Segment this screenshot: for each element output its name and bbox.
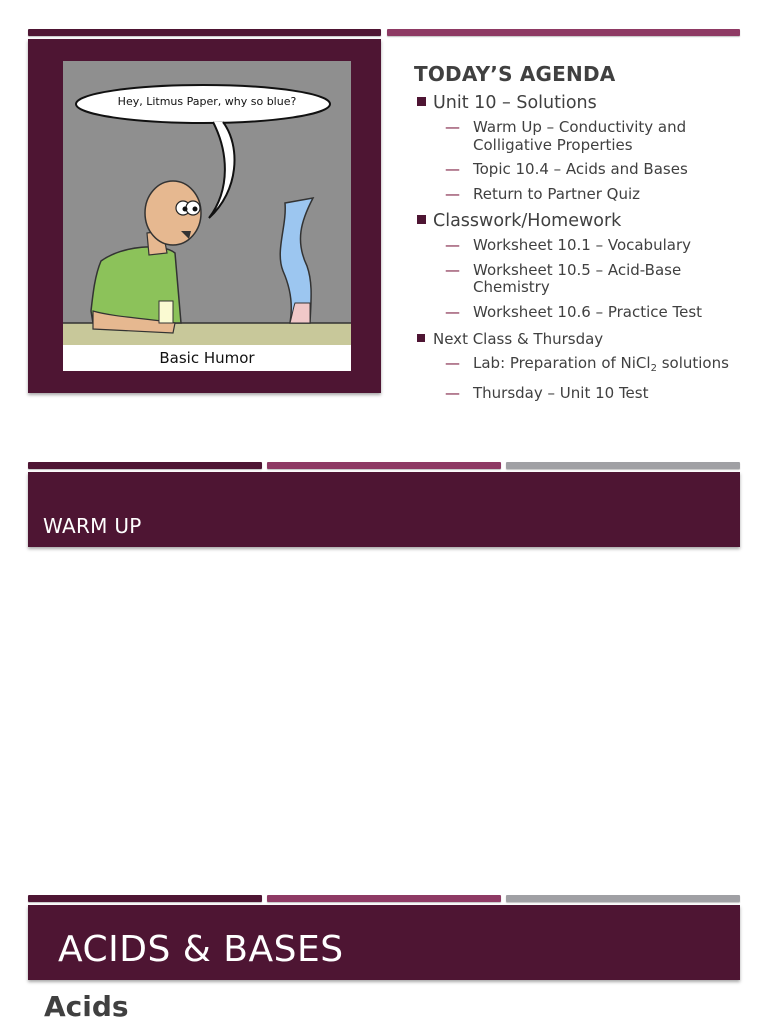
cartoon-caption: Basic Humor bbox=[159, 349, 255, 367]
agenda-subitem: — Topic 10.4 – Acids and Bases bbox=[445, 160, 688, 178]
agenda-item-next-class bbox=[414, 328, 759, 350]
dash-bullet-icon: — bbox=[445, 302, 460, 321]
agenda-subitem: — Worksheet 10.1 – Vocabulary bbox=[445, 236, 691, 254]
acids-bases-banner bbox=[28, 905, 740, 980]
dash-bullet-icon: — bbox=[445, 118, 460, 136]
agenda-item-label: Classwork/Homework bbox=[433, 211, 622, 231]
agenda-subitem: — Thursday – Unit 10 Test bbox=[445, 383, 649, 402]
agenda-subitem: — Return to Partner Quiz bbox=[445, 184, 641, 203]
agenda-subitem: — Worksheet 10.6 – Practice Test bbox=[445, 302, 703, 321]
slide-title: ACIDS & BASES bbox=[58, 929, 344, 970]
dash-bullet-icon: — bbox=[445, 184, 460, 203]
square-bullet-icon bbox=[417, 215, 426, 224]
agenda-item-classwork bbox=[414, 210, 759, 232]
agenda-subitem: — Warm Up – Conductivity and Colligative Properties bbox=[445, 118, 687, 154]
square-bullet-icon bbox=[417, 334, 425, 342]
agenda-item-label: Unit 10 – Solutions bbox=[433, 93, 597, 113]
accent-bar-maroon bbox=[28, 462, 262, 469]
agenda-title: TODAY’S AGENDA bbox=[414, 62, 616, 86]
speech-bubble-text: Hey, Litmus Paper, why so blue? bbox=[117, 95, 297, 108]
accent-bar-magenta bbox=[387, 29, 740, 36]
agenda-subitem: — Worksheet 10.5 – Acid-Base Chemistry bbox=[445, 260, 682, 296]
accent-bar-gray bbox=[506, 895, 740, 902]
dash-bullet-icon: — bbox=[445, 160, 460, 178]
accent-bar-magenta bbox=[267, 895, 501, 902]
square-bullet-icon bbox=[417, 97, 426, 106]
warm-up-banner bbox=[28, 472, 740, 547]
agenda-panel bbox=[414, 62, 759, 409]
slide-title: WARM UP bbox=[43, 514, 142, 538]
section-heading: Acids bbox=[44, 990, 129, 1023]
accent-bar-gray bbox=[506, 462, 740, 469]
cartoon-frame bbox=[28, 39, 381, 393]
dash-bullet-icon: — bbox=[445, 383, 460, 402]
dash-bullet-icon: — bbox=[445, 354, 460, 372]
accent-bar-magenta bbox=[267, 462, 501, 469]
agenda-item-unit10 bbox=[414, 92, 759, 114]
dash-bullet-icon: — bbox=[445, 260, 460, 279]
dash-bullet-icon: — bbox=[445, 236, 460, 254]
litmus-cartoon bbox=[63, 61, 351, 371]
agenda-item-label: Next Class & Thursday bbox=[433, 330, 604, 348]
accent-bar-maroon bbox=[28, 895, 262, 902]
accent-bar-maroon bbox=[28, 29, 381, 36]
agenda-subitem: — Lab: Preparation of NiCl$_2$ solutions bbox=[445, 354, 729, 374]
